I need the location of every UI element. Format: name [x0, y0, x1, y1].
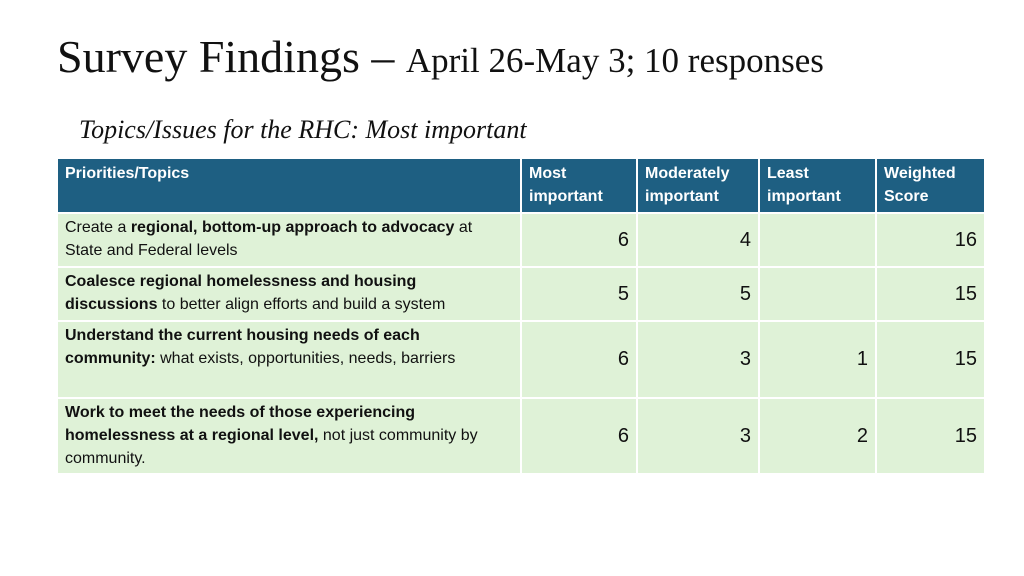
moderately-important-cell: 3: [637, 321, 759, 398]
topic-cell: Create a regional, bottom-up approach to advocacy at State and Federal levels: [57, 213, 521, 267]
weighted-score-cell: 15: [876, 398, 985, 474]
title-main: Survey Findings: [57, 31, 360, 82]
title-separator: –: [359, 31, 406, 82]
least-important-cell: [759, 213, 876, 267]
topic-cell: Understand the current housing needs of each community: what exists, opportunities, needs, barriers: [57, 321, 521, 398]
header-most-important: Most important: [521, 158, 637, 213]
moderately-important-cell: 4: [637, 213, 759, 267]
moderately-important-cell: 3: [637, 398, 759, 474]
table-row: [57, 267, 985, 321]
weighted-score-cell: 15: [876, 267, 985, 321]
slide-title: [57, 31, 824, 82]
header-moderately-important: Moderately important: [637, 158, 759, 213]
table-header-row: [57, 158, 985, 213]
weighted-score-cell: 15: [876, 321, 985, 398]
table-row: [57, 398, 985, 474]
table-row: [57, 321, 985, 398]
priorities-table: [56, 157, 986, 475]
least-important-cell: 2: [759, 398, 876, 474]
slide-subtitle: Topics/Issues for the RHC: Most important: [79, 115, 527, 144]
table-row: [57, 213, 985, 267]
most-important-cell: 5: [521, 267, 637, 321]
most-important-cell: 6: [521, 398, 637, 474]
moderately-important-cell: 5: [637, 267, 759, 321]
most-important-cell: 6: [521, 213, 637, 267]
topic-cell: Coalesce regional homelessness and housing discussions to better align efforts and build a system: [57, 267, 521, 321]
title-date-range: April 26-May 3; 10 responses: [405, 41, 824, 80]
least-important-cell: 1: [759, 321, 876, 398]
header-topic: Priorities/Topics: [57, 158, 521, 213]
topic-cell: Work to meet the needs of those experiencing homelessness at a regional level, not just community by community.: [57, 398, 521, 474]
most-important-cell: 6: [521, 321, 637, 398]
header-least-important: Least important: [759, 158, 876, 213]
weighted-score-cell: 16: [876, 213, 985, 267]
least-important-cell: [759, 267, 876, 321]
header-weighted-score: Weighted Score: [876, 158, 985, 213]
